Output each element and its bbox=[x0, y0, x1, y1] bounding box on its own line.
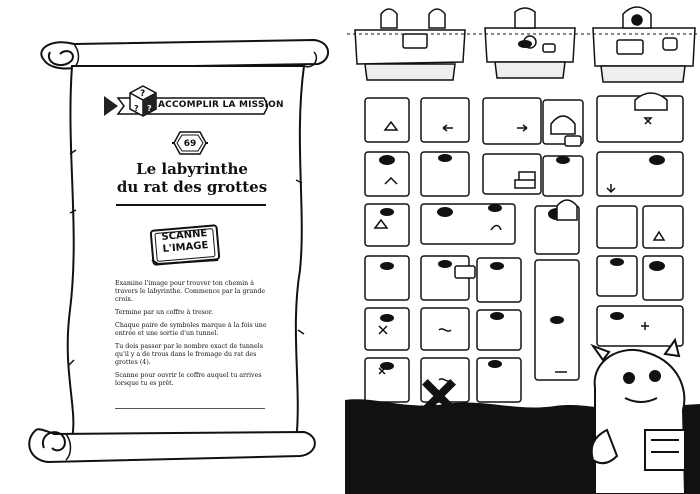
title-line-2: du rat des grottes bbox=[116, 178, 268, 196]
instruction-paragraph: Termine par un coffre à tresor. bbox=[115, 309, 214, 317]
cave-rat-icon bbox=[592, 340, 685, 494]
scan-image-label[interactable] bbox=[157, 228, 213, 257]
mission-banner-label: ACCOMPLIR LA MISSION bbox=[158, 100, 284, 110]
mission-instructions bbox=[115, 280, 273, 393]
scan-label-line-1: SCANNE bbox=[161, 228, 208, 244]
title-underline bbox=[116, 204, 266, 206]
title-line-1: Le labyrinthe bbox=[136, 160, 248, 178]
scan-label-line-2: L'IMAGE bbox=[162, 240, 209, 255]
instruction-paragraph: Tu dois passer par le nombre exact de tunnels qu'il y a de trous dans le fromage du rat des grottes (4). bbox=[115, 343, 263, 367]
svg-text:?: ? bbox=[140, 89, 146, 99]
svg-text:?: ? bbox=[147, 104, 152, 113]
instruction-paragraph: Scanne pour ouvrir le coffre auquel tu arrives lorsque tu es prêt. bbox=[115, 372, 262, 388]
question-mark-cube-icon bbox=[128, 84, 158, 118]
page-title bbox=[106, 160, 278, 196]
bottom-divider bbox=[115, 408, 265, 409]
svg-text:?: ? bbox=[134, 104, 139, 113]
instruction-paragraph: Examine l'image pour trouver ton chemin à travers le labyrinthe. Commence par la grande croix. bbox=[115, 280, 266, 304]
instruction-paragraph: Chaque paire de symboles marque à la fois une entrée et une sortie d'un tunnel. bbox=[115, 322, 267, 338]
mission-number: 69 bbox=[183, 139, 197, 149]
maze-illustration bbox=[345, 0, 700, 494]
